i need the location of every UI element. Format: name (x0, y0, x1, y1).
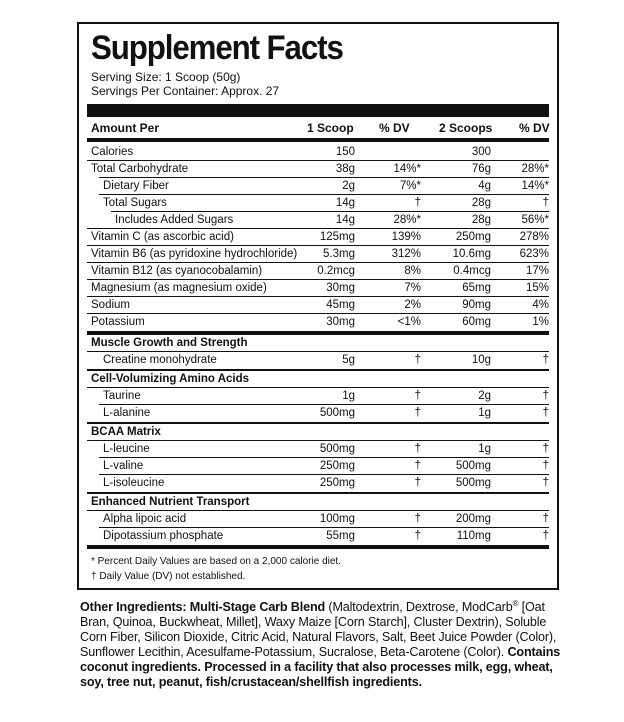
dv-two-scoops: † (542, 390, 549, 402)
table-row (79, 441, 557, 458)
dv-one-scoop: 8% (404, 265, 421, 277)
table-row (79, 263, 557, 280)
amount-one-scoop: 5.3mg (323, 248, 355, 260)
header-dv-2: % DV (519, 121, 550, 135)
row-label: Alpha lipoic acid (103, 513, 187, 525)
dv-one-scoop: 139% (391, 231, 421, 243)
dv-two-scoops: † (542, 460, 549, 472)
row-label: L-leucine (103, 443, 150, 455)
amount-two-scoops: 28g (471, 197, 491, 209)
ingredients-body: [Oat Bran, Quinoa, Buckwheat, Millet], Waxy Maize [Corn Starch], Cluster Dextrin), Soluble Corn Fiber, Silicon Dioxide, Citric Acid, Natural Flavors, Salt, Beet Juice Powder (Color), Sunflower Lecithin, Acesulfame-Potassium, Sucralose, Beta-Carotene (Color). (80, 600, 557, 659)
amount-two-scoops: 500mg (455, 460, 491, 472)
dv-two-scoops: † (542, 477, 549, 489)
section-heading (79, 335, 557, 352)
amount-one-scoop: 45mg (326, 299, 355, 311)
row-label: Vitamin B6 (as pyridoxine hydrochloride) (91, 248, 298, 260)
amount-one-scoop: 30mg (326, 316, 355, 328)
amount-one-scoop: 150 (335, 146, 355, 158)
dv-two-scoops: 28%* (521, 163, 549, 175)
section-title: Enhanced Nutrient Transport (91, 496, 250, 508)
dv-one-scoop: † (414, 407, 421, 419)
amount-two-scoops: 2g (478, 390, 491, 402)
amount-two-scoops: 500mg (455, 477, 491, 489)
amount-two-scoops: 10g (471, 354, 491, 366)
dv-two-scoops: 1% (532, 316, 549, 328)
servings-per-container: Servings Per Container: Approx. 27 (91, 84, 280, 98)
header-amount-per: Amount Per (91, 121, 160, 135)
amount-two-scoops: 76g (471, 163, 491, 175)
dv-two-scoops: 623% (519, 248, 549, 260)
header-divider (87, 138, 549, 142)
table-row (79, 405, 557, 422)
row-label: Magnesium (as magnesium oxide) (91, 282, 267, 294)
amount-two-scoops: 28g (471, 214, 491, 226)
table-row (79, 314, 557, 331)
column-header-row (79, 119, 557, 137)
dv-two-scoops: 15% (525, 282, 549, 294)
amount-two-scoops: 10.6mg (452, 248, 491, 260)
table-row (79, 458, 557, 475)
dv-two-scoops: 278% (519, 231, 549, 243)
dv-two-scoops: † (542, 354, 549, 366)
dv-two-scoops: † (542, 530, 549, 542)
dv-one-scoop: † (414, 513, 421, 525)
amount-two-scoops: 300 (471, 146, 491, 158)
table-row (79, 212, 557, 229)
footnote-daily-values: * Percent Daily Values are based on a 2,000 calorie diet. (91, 556, 341, 567)
amount-one-scoop: 14g (335, 197, 355, 209)
amount-one-scoop: 38g (335, 163, 355, 175)
allergen-statement: Contains coconut ingredients. Processed in a facility that also processes milk, egg, wheat, soy, tree nut, peanut, fish/crustacean/shellfish ingredients. (80, 645, 561, 689)
amount-two-scoops: 90mg (462, 299, 491, 311)
dv-two-scoops: † (542, 407, 549, 419)
amount-one-scoop: 5g (342, 354, 355, 366)
row-label: Includes Added Sugars (115, 214, 234, 226)
section-heading (79, 424, 557, 441)
section-title: Cell-Volumizing Amino Acids (91, 373, 250, 385)
dv-two-scoops: † (542, 443, 549, 455)
amount-two-scoops: 110mg (456, 530, 491, 542)
row-label: Creatine monohydrate (103, 354, 217, 366)
amount-two-scoops: 1g (478, 407, 491, 419)
section-heading (79, 494, 557, 511)
dv-one-scoop: 28%* (393, 214, 421, 226)
ingredients-lead: Other Ingredients: Multi-Stage Carb Blend (80, 600, 326, 614)
dv-one-scoop: † (414, 197, 421, 209)
amount-two-scoops: 4g (478, 180, 491, 192)
table-row (79, 388, 557, 405)
table-row (79, 528, 557, 545)
row-label: Dipotassium phosphate (103, 530, 224, 542)
dv-one-scoop: † (414, 443, 421, 455)
table-row (79, 195, 557, 212)
amount-one-scoop: 1g (342, 390, 355, 402)
amount-two-scoops: 1g (478, 443, 491, 455)
amount-one-scoop: 14g (335, 214, 355, 226)
ingredients-body-start: (Maltodextrin, Dextrose, ModCarb (325, 600, 513, 614)
amount-one-scoop: 250mg (319, 460, 355, 472)
dv-two-scoops: 17% (525, 265, 549, 277)
row-label: Taurine (103, 390, 141, 402)
table-row (79, 511, 557, 528)
amount-one-scoop: 125mg (319, 231, 355, 243)
amount-two-scoops: 60mg (462, 316, 491, 328)
row-label: Sodium (91, 299, 130, 311)
dv-one-scoop: † (414, 460, 421, 472)
amount-one-scoop: 0.2mcg (317, 265, 355, 277)
registered-mark: ® (512, 598, 519, 608)
table-row (79, 229, 557, 246)
section-title: BCAA Matrix (91, 426, 161, 438)
amount-two-scoops: 250mg (455, 231, 491, 243)
dv-one-scoop: 312% (391, 248, 421, 260)
footnote-not-established: † Daily Value (DV) not established. (91, 571, 246, 582)
dv-one-scoop: 7% (404, 282, 421, 294)
row-label: Dietary Fiber (103, 180, 169, 192)
dv-one-scoop: <1% (397, 316, 421, 328)
dv-one-scoop: † (414, 477, 421, 489)
section-heading (79, 371, 557, 388)
amount-two-scoops: 65mg (462, 282, 491, 294)
row-label: Vitamin B12 (as cyanocobalamin) (91, 265, 263, 277)
dv-two-scoops: 4% (532, 299, 549, 311)
header-two-scoops: 2 Scoops (439, 121, 493, 135)
row-label: L-valine (103, 460, 144, 472)
row-label: L-isoleucine (103, 477, 165, 489)
table-row (79, 178, 557, 195)
header-dv-1: % DV (379, 121, 410, 135)
amount-two-scoops: 0.4mcg (453, 265, 491, 277)
serving-size: Serving Size: 1 Scoop (50g) (91, 70, 241, 84)
dv-one-scoop: 2% (404, 299, 421, 311)
table-row (79, 246, 557, 263)
row-label: Total Carbohydrate (91, 163, 189, 175)
amount-one-scoop: 250mg (319, 477, 355, 489)
dv-two-scoops: † (542, 197, 549, 209)
dv-one-scoop: 14%* (393, 163, 421, 175)
amount-one-scoop: 30mg (326, 282, 355, 294)
panel-title: Supplement Facts (91, 29, 343, 67)
dv-one-scoop: † (414, 354, 421, 366)
thick-divider (87, 104, 549, 117)
dv-two-scoops: † (542, 513, 549, 525)
dv-one-scoop: † (414, 390, 421, 402)
row-label: Calories (91, 146, 134, 158)
table-row (79, 352, 557, 369)
section-divider (87, 545, 549, 549)
amount-two-scoops: 200mg (455, 513, 491, 525)
dv-one-scoop: † (414, 530, 421, 542)
amount-one-scoop: 100mg (319, 513, 355, 525)
section-title: Muscle Growth and Strength (91, 337, 248, 349)
supplement-facts-panel (77, 22, 559, 590)
table-row (79, 280, 557, 297)
dv-one-scoop: 7%* (399, 180, 421, 192)
row-label: Total Sugars (103, 197, 167, 209)
amount-one-scoop: 500mg (319, 443, 355, 455)
table-row (79, 161, 557, 178)
amount-one-scoop: 55mg (326, 530, 355, 542)
table-row (79, 475, 557, 492)
row-label: Vitamin C (as ascorbic acid) (91, 231, 234, 243)
amount-one-scoop: 2g (342, 180, 355, 192)
table-row (79, 144, 557, 161)
dv-two-scoops: 56%* (521, 214, 549, 226)
dv-two-scoops: 14%* (521, 180, 549, 192)
amount-one-scoop: 500mg (319, 407, 355, 419)
row-label: Potassium (91, 316, 145, 328)
table-row (79, 297, 557, 314)
header-one-scoop: 1 Scoop (307, 121, 354, 135)
other-ingredients (80, 600, 564, 690)
row-label: L-alanine (103, 407, 151, 419)
